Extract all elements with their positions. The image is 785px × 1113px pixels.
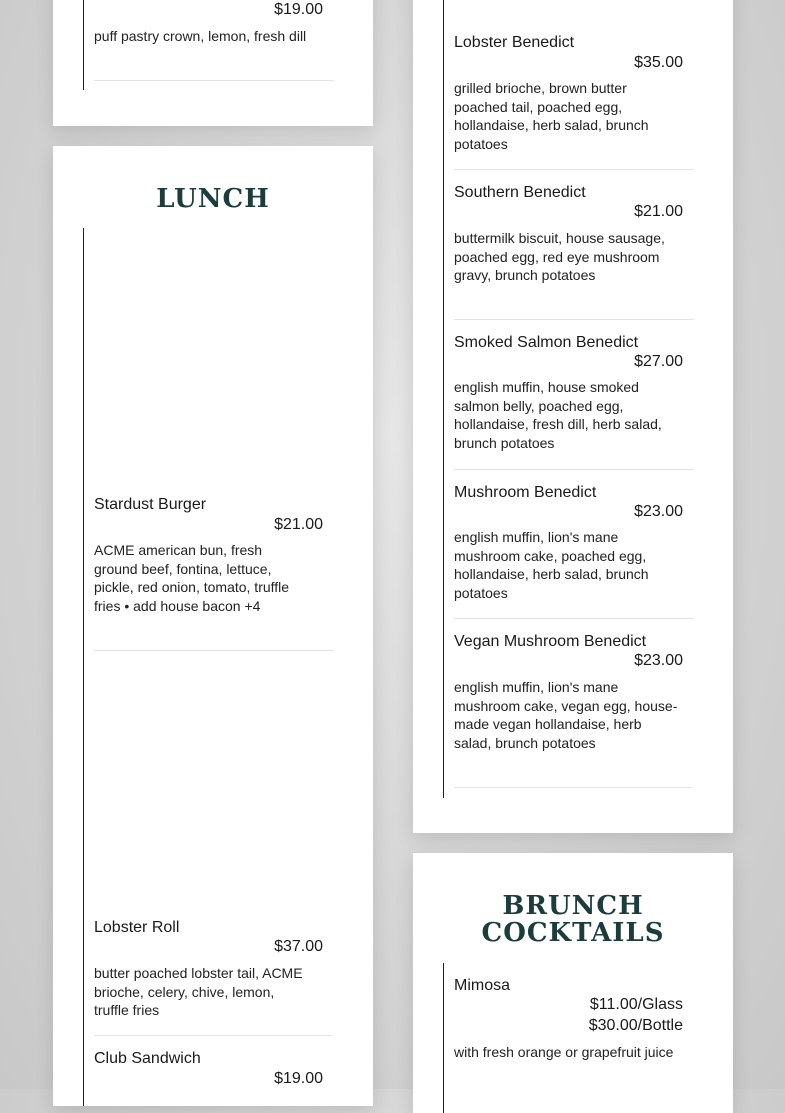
section-title [413,893,733,947]
item-name: Stardust Burger [94,496,207,513]
menu-item [94,1049,323,1099]
item-price-glass: $11.00/Glass [589,996,683,1013]
item-description: butter poached lobster tail, ACME brioche, celery, chive, lemon, truffle fries [94,965,303,1019]
item-price: $23.00 [634,503,683,520]
item-description: ACME american bun, fresh ground beef, fontina, lettuce, pickle, red onion, tomato, truffle fries • add house bacon +4 [94,542,290,614]
item-price: $19.00 [274,1,323,18]
item-description: with fresh orange or grapefruit juice [454,1044,674,1060]
menu-card-brunch-cocktails [413,853,733,1113]
item-price: $19.00 [274,1070,323,1087]
item-description: buttermilk biscuit, house sausage, poached egg, red eye mushroom gravy, brunch potatoes [454,230,665,284]
item-divider [454,469,694,470]
section-title-line-2: COCKTAILS [481,918,665,948]
item-price: $27.00 [634,353,683,370]
item-description: english muffin, lion's mane mushroom cake, poached egg, hollandaise, herb salad, brunch potatoes [454,529,649,601]
item-divider [94,1035,332,1036]
menu-item [454,483,683,608]
item-divider [94,80,334,81]
item-description: english muffin, house smoked salmon belly, poached egg, hollandaise, fresh dill, herb salad, brunch potatoes [454,379,662,451]
item-price: $37.00 [274,938,323,955]
item-name: Lobster Benedict [454,34,575,51]
item-divider [94,650,334,651]
section-title-line-1: BRUNCH [502,891,644,921]
item-name: Mimosa [454,977,511,994]
menu-item [94,0,323,80]
menu-rule [83,0,84,90]
item-name: Club Sandwich [94,1050,201,1067]
menu-item [454,976,683,1086]
item-divider [454,169,694,170]
menu-rule [443,963,444,1113]
item-price: $21.00 [274,516,323,533]
item-name: Smoked Salmon Benedict [454,334,639,351]
menu-item [94,918,323,1028]
menu-item [94,495,323,635]
item-name: Southern Benedict [454,184,586,201]
menu-rule [443,0,444,798]
item-name: Vegan Mushroom Benedict [454,633,647,650]
item-divider [454,787,692,788]
menu-item [454,33,683,158]
menu-item [454,183,683,308]
item-name: Mushroom Benedict [454,484,597,501]
item-description: grilled brioche, brown butter poached tail, poached egg, hollandaise, herb salad, brunch potatoes [454,80,649,152]
section-title: LUNCH [156,184,270,214]
item-price-bottle: $30.00/Bottle [588,1017,683,1034]
menu-item [454,632,683,777]
item-price: $21.00 [634,203,683,220]
menu-card-lunch [53,146,373,1106]
item-description: english muffin, lion's mane mushroom cake, vegan egg, house-made vegan hollandaise, herb salad, brunch potatoes [454,679,678,751]
menu-card-top-left [53,0,373,126]
item-divider [454,618,694,619]
item-description: puff pastry crown, lemon, fresh dill [94,28,307,44]
item-price: $35.00 [634,54,683,71]
item-price: $23.00 [634,652,683,669]
item-name: Lobster Roll [94,919,180,936]
menu-rule [83,228,84,1106]
item-divider [454,319,694,320]
menu-card-brunch [413,0,733,833]
menu-item [454,333,683,458]
